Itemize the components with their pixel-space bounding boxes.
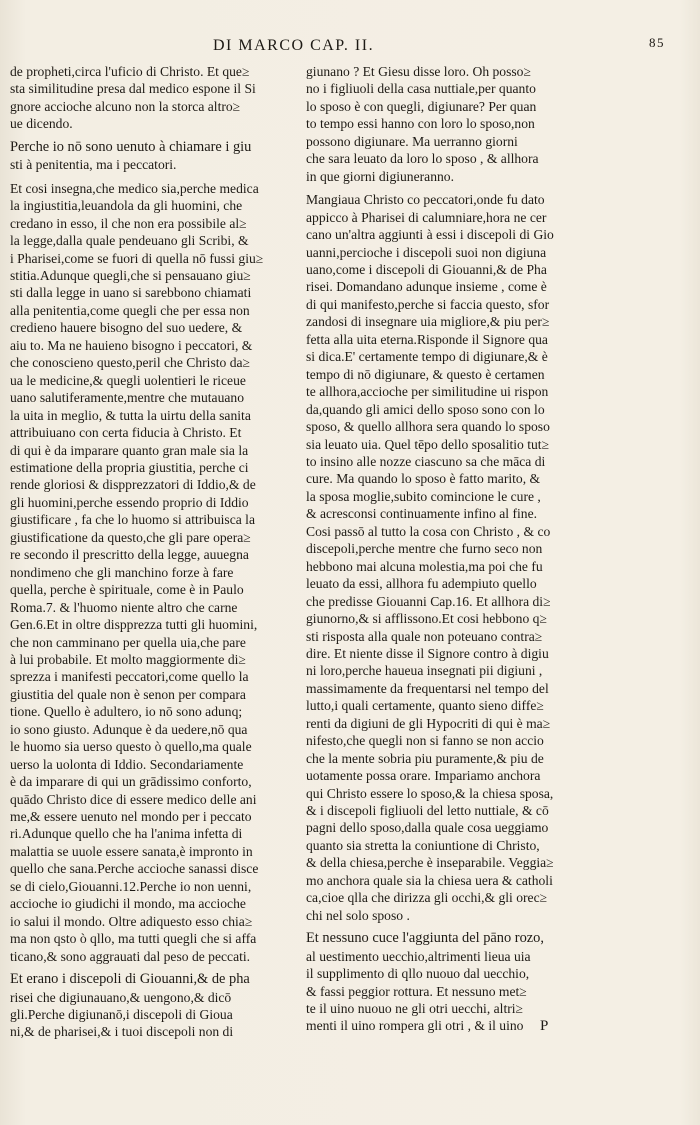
scripture-verse (10, 139, 297, 174)
text-line: cure. Ma quando lo sposo è fatto marito, & (306, 471, 541, 487)
text-line: uano salutiferamente,mentre che mutauano (10, 390, 245, 406)
text-line: risei. Domandano adunque insieme , come è (306, 279, 547, 295)
text-line: sti dalla legge in uano si sarebbono chiamati (10, 285, 252, 301)
text-line: leuato da essi, allhora fu adempiuto quello (306, 576, 537, 592)
text-line: Et nessuno cuce l'aggiunta del pāno rozo, (306, 930, 544, 947)
text-line: fetta alla uita eterna.Risponde il Signore qua (306, 331, 548, 347)
commentary-paragraph (306, 63, 612, 185)
text-line: nondimeno che gli manchino forze à fare (10, 564, 234, 580)
scripture-verse (10, 971, 297, 1041)
text-line: credieno hauere bisogno del suo uedere, & (10, 320, 243, 336)
right-column (306, 63, 612, 1035)
text-line: la uita in meglio, & tutta la uirtu della sanita (10, 407, 251, 423)
text-line: Cosi passō al tutto la cosa con Christo , & co (306, 523, 551, 539)
text-line: io salui il mondo. Oltre adiquesto esso chia≥ (10, 913, 253, 929)
text-line: me,& essere uenuto nel mondo per i peccato (10, 809, 252, 825)
text-line: to insino alle nozze ciascuno sa che māca di (306, 453, 546, 469)
text-line: se di cielo,Giouanni.12.Perche io non uenni, (10, 878, 252, 894)
text-line: mo anchora quale sia la chiesa uera & catholi (306, 872, 553, 888)
text-line: giustificare , fa che lo huomo si attribuisca la (10, 512, 255, 528)
text-line: tione. Quello è adultero, io nō sono adunq; (10, 704, 243, 720)
text-line: te il uino nuouo ne gli otri uecchi, altri≥ (306, 1001, 523, 1017)
text-line: uerso la uolonta di Iddio. Secondariamente (10, 756, 244, 772)
text-line: sti risposta alla quale non poteuano contra≥ (306, 628, 543, 644)
text-line: uotamente possa orare. Impariamo anchora (306, 768, 541, 784)
text-line: gli.Perche digiunanō,i discepoli di Gioua (10, 1007, 233, 1023)
text-line: dire. Et niente disse il Signore contro à digiu (306, 645, 549, 661)
running-title: DI MARCO CAP. II. (213, 37, 375, 54)
commentary-paragraph (10, 180, 297, 965)
text-line: la legge,dalla quale pendeuano gli Scribi, & (10, 233, 249, 249)
text-line: no i figliuoli della casa nuttiale,per quanto (306, 81, 536, 97)
text-line: accioche io giudichi il mondo, ma accioche (10, 896, 246, 912)
text-line: ni loro,perche haueua insegnati pii digiuni , (306, 663, 543, 679)
text-line: qui Christo essere lo sposo,& la chiesa sposa, (306, 785, 554, 801)
text-line: hebbono mai alcuna molestia,ma poi che fu (306, 558, 543, 574)
text-line: attribuiuano con certa fiducia à Christo. Et (10, 425, 242, 441)
page-header (195, 37, 665, 59)
text-line: Mangiaua Christo co peccatori,onde fu dato (306, 192, 545, 208)
text-line: Et cosi insegna,che medico sia,perche medica (10, 180, 259, 196)
text-line: da,quando gli amici dello sposo sono con lo (306, 401, 545, 417)
text-line: la ingiustitia,leuandola da gli huomini, che (10, 198, 243, 214)
text-line: & fassi peggior rottura. Et nessuno met≥ (306, 983, 527, 999)
text-line: massimamente da frequentarsi nel tempo del (306, 680, 549, 696)
text-line: sta similitudine presa dal medico espone il Si (10, 81, 256, 97)
text-line: il supplimento di qllo nuouo dal uecchio, (306, 966, 530, 982)
text-line: credano in esso, il che non era possibile al≥ (10, 215, 247, 231)
text-line: i Pharisei,come se fuori di quella nō fussi giu≥ (10, 250, 264, 266)
text-line: & i discepoli figliuoli del letto nuttiale, & cō (306, 803, 549, 819)
text-line: la sposa moglie,subito comincione le cure , (306, 488, 541, 504)
text-line: Perche io nō sono uenuto à chiamare i giu (10, 138, 252, 155)
text-line: io sono giusto. Adunque è da uedere,nō qua (10, 721, 248, 737)
text-line: alla penitentia,come quegli che per essa non (10, 302, 250, 318)
text-line: che la mente sobria piu puramente,& piu de (306, 750, 544, 766)
text-line: nifesto,che quegli non si fanno se non accio (306, 733, 544, 749)
text-line: giunorno,& si afflissono.Et cosi hebbono q≥ (306, 611, 547, 627)
text-line: giustitia del quale non è senon per compara (10, 686, 246, 702)
text-line: uanni,percioche i discepoli suoi non digiuna (306, 244, 547, 260)
text-line: risei che digiunauano,& uengono,& dicō (10, 989, 232, 1005)
text-line: che non camminano per quella uia,che pare (10, 634, 246, 650)
text-line: quello che sana.Perche accioche sanassi disce (10, 861, 259, 877)
text-line: Gen.6.Et in oltre dispprezza tutti gli huomini, (10, 617, 258, 633)
text-line: aiu to. Ma ne hauieno bisogno i peccatori, & (10, 337, 253, 353)
commentary-paragraph (306, 191, 612, 924)
text-line: ua le medicine,& quegli uolentieri le riceue (10, 372, 246, 388)
text-line: sia leuato uia. Quel tēpo dello sposalitio tut≥ (306, 436, 550, 452)
text-line: re secondo il prescritto della legge, auuegna (10, 547, 249, 563)
commentary-paragraph (10, 63, 297, 133)
text-line: sti à penitentia, ma i peccatori. (10, 157, 177, 173)
text-line: che conoscieno questo,peril che Christo da≥ (10, 355, 250, 371)
text-line: ma non qsto ò qllo, ma tutti quegli che si affa (10, 931, 257, 947)
text-line: zandosi di insegnare uia migliore,& piu per≥ (306, 314, 550, 330)
text-line: è da imparare di qui un grādissimo conforto, (10, 774, 252, 790)
text-line: le huomo sia uerso questo ò quello,ma quale (10, 739, 252, 755)
text-line: al uestimento uecchio,altrimenti lieua uia (306, 948, 531, 964)
text-line: in que giorni digiuneranno. (306, 168, 454, 184)
text-line: che predisse Giouanni Cap.16. Et allhora di≥ (306, 593, 551, 609)
text-line: malattia se uuole essere sanata,è impronto in (10, 843, 253, 859)
text-line: ticano,& sono aggrauati dal peso de peccati. (10, 948, 251, 964)
scripture-verse (306, 930, 612, 1035)
text-line: Et erano i discepoli di Giouanni,& de pha (10, 971, 250, 988)
text-line: pagni dello sposo,dalla quale cosa ueggiamo (306, 820, 549, 836)
text-line: ca,cioe qlla che dirizza gli occhi,& gli orec≥ (306, 890, 548, 906)
text-line: quādo Christo dice di essere medico delle ani (10, 791, 257, 807)
text-line: ni,& de pharisei,& i tuoi discepoli non di (10, 1024, 234, 1040)
text-line: à lui probabile. Et molto maggiormente di≥ (10, 651, 246, 667)
text-line: sposo, & quello allhora sera quando lo sposo (306, 419, 550, 435)
text-line: gnore accioche alcuno non la storca altro≥ (10, 98, 241, 114)
text-line: lutto,i quali certamente, quanto sieno diffe≥ (306, 698, 544, 714)
folio-number: 85 (649, 35, 665, 50)
text-line: giustificatione da questo,che gli pare opera≥ (10, 529, 251, 545)
text-line: di qui manifesto,perche si faccia questo, sfor (306, 296, 550, 312)
text-line: possono digiunare. Ma uerranno giorni (306, 133, 518, 149)
text-line: menti il uino rompera gli otri , & il uino (306, 1018, 524, 1034)
text-line: sprezza i manifesti peccatori,come quello la (10, 669, 249, 685)
text-line: lo sposo è con quegli, digiunare? Per quan (306, 98, 537, 114)
text-line: discepoli,perche mentre che furno seco non (306, 541, 543, 557)
text-line: gli huomini,perche essendo proprio di Iddio (10, 494, 249, 510)
text-line: cano un'altra aggiunti à essi i discepoli di Gio (306, 227, 554, 243)
text-line: ri.Adunque quello che ha l'anima infetta di (10, 826, 243, 842)
text-line: ue dicendo. (10, 116, 73, 132)
text-line: giunano ? Et Giesu disse loro. Oh posso≥ (306, 64, 531, 79)
text-line: quanto sia stretta la coniuntione di Christo, (306, 837, 540, 853)
text-line: chi nel solo sposo . (306, 907, 410, 923)
text-line: de propheti,circa l'uficio di Christo. Et que≥ (10, 64, 250, 79)
text-line: che sara leuato da loro lo sposo , & allhora (306, 151, 539, 167)
text-line: rende gloriosi & dispprezzatori di Iddio,& de (10, 477, 256, 493)
text-line: si dica.E' certamente tempo di digiunare,& è (306, 349, 548, 365)
text-line: di qui è da imparare quanto gran male sia la (10, 442, 249, 458)
text-line: tempo di nō digiunare, & questo è certamen (306, 366, 545, 382)
text-line: & della chiesa,perche è inseparabile. Veggia≥ (306, 855, 554, 871)
text-line: estimatione della propria giustitia, perche ci (10, 459, 249, 475)
text-line: te allhora,accioche per similitudine ui rispon (306, 384, 549, 400)
text-line: uano,come i discepoli di Giouanni,& de Pha (306, 261, 547, 277)
text-line: to tempo essi hanno con loro lo sposo,non (306, 116, 535, 132)
left-column (10, 63, 297, 1041)
signature-mark: P (540, 1018, 549, 1034)
text-line: quella, perche è spirituale, come è in Paulo (10, 582, 244, 598)
text-line: appicco à Pharisei di calumniare,hora ne cer (306, 209, 547, 225)
text-line: & acresconsi continuamente infino al fine. (306, 506, 538, 522)
text-line: stitia.Adunque quegli,che si pensauano giu≥ (10, 267, 251, 283)
text-line: renti da digiuni de gli Hypocriti di qui è ma≥ (306, 715, 551, 731)
text-line: Roma.7. & l'huomo niente altro che carne (10, 599, 238, 615)
